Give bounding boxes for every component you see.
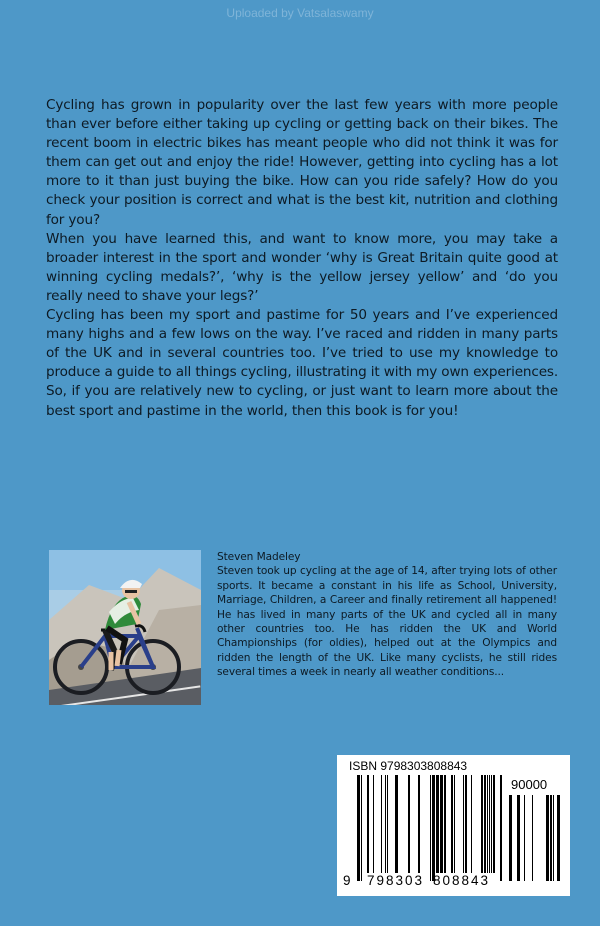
barcode-bar — [381, 775, 382, 873]
barcode-bar — [385, 775, 386, 873]
barcode-bar — [532, 795, 533, 881]
blurb-paragraph-4: So, if you are relatively new to cycling, or just want to learn more about the best sport and pastime in the world, then this book is for you! — [46, 383, 558, 419]
isbn-barcode — [337, 755, 570, 896]
author-photo-illustration — [49, 550, 201, 705]
isbn-digit-first: 9 — [343, 873, 351, 888]
barcode-bar — [444, 775, 446, 873]
isbn-label: ISBN 9798303808843 — [349, 759, 468, 773]
isbn-digits-left: 798303 — [367, 873, 425, 888]
barcode-bar — [451, 775, 453, 873]
barcode-bar — [430, 775, 431, 881]
barcode-bar — [557, 795, 560, 881]
isbn-digits-right: 808843 — [433, 873, 491, 888]
barcode-bar — [471, 775, 472, 873]
barcode-bar — [546, 795, 549, 881]
isbn-digits — [337, 873, 570, 893]
author-bio-text: Steven took up cycling at the age of 14, after trying lots of other sports. It became a constant in his life as School, University, Marriage, Children, a Career and finally retirement all happened! He has lived in many parts of the UK and cycled all in many other countries too. He has ridden the UK and World Championships (for oldies), helped out at the Olympics and ridden the length of the UK. Like many cyclists, he still rides several times a week in nearly all weather conditions... — [217, 565, 557, 679]
back-cover-blurb — [46, 96, 558, 421]
barcode-bar — [500, 775, 502, 881]
barcode-bar — [367, 775, 369, 873]
price-code: 90000 — [511, 777, 548, 792]
author-photo — [49, 550, 201, 705]
blurb-paragraph-3: Cycling has been my sport and pastime for 50 years and I’ve experienced many highs and a few lows on the way. I’ve raced and ridden in many parts of the UK and in several countries too. I’ve tried to use my knowledge to produce a guide to all things cycling, illustrating it with my own experiences. — [46, 307, 559, 381]
barcode-bar — [463, 775, 464, 873]
watermark-text: Uploaded by Vatsalaswamy — [226, 6, 374, 20]
barcode-bar — [408, 775, 410, 873]
barcode-bar — [517, 795, 520, 881]
barcode-bar — [493, 775, 495, 873]
barcode-bar — [489, 775, 490, 873]
barcode-bar — [357, 775, 360, 881]
barcode-bar — [432, 775, 435, 881]
barcode-bar — [484, 775, 486, 873]
barcode-bar — [361, 775, 362, 881]
barcode-bar — [465, 775, 467, 873]
author-bio — [217, 550, 557, 680]
barcode-bar — [436, 775, 439, 873]
barcode-bar — [440, 775, 443, 873]
barcode-bar — [487, 775, 488, 873]
blurb-paragraph-1: Cycling has grown in popularity over the last few years with more people than ever before either taking up cycling or getting back on their bikes. The recent boom in electric bikes has meant people who did not think it was for them can get out and enjoy the ride! However, getting into cycling has a lot more to it than just buying the bike. How can you ride safely? How do you check your position is correct and what is the best kit, nutrition and clothing for you? — [46, 97, 558, 228]
blurb-paragraph-2: When you have learned this, and want to know more, you may take a broader interest in the sport and wonder ‘why is Great Britain quite good at winning cycling medals?’, ‘why is the yellow jersey yellow’ and ‘do you really need to shave your legs?’ — [46, 230, 558, 304]
barcode-bar — [418, 775, 420, 873]
barcode-bar — [550, 795, 552, 881]
barcode-bar — [373, 775, 374, 873]
barcode-bar — [509, 795, 512, 881]
barcode-bar — [491, 775, 492, 873]
barcode-bar — [387, 775, 388, 873]
barcode-bar — [553, 795, 554, 881]
barcode-bar — [454, 775, 455, 873]
barcode-bar — [524, 795, 525, 881]
barcode-bar — [481, 775, 483, 873]
author-name: Steven Madeley — [217, 551, 301, 563]
barcode-bar — [395, 775, 398, 873]
